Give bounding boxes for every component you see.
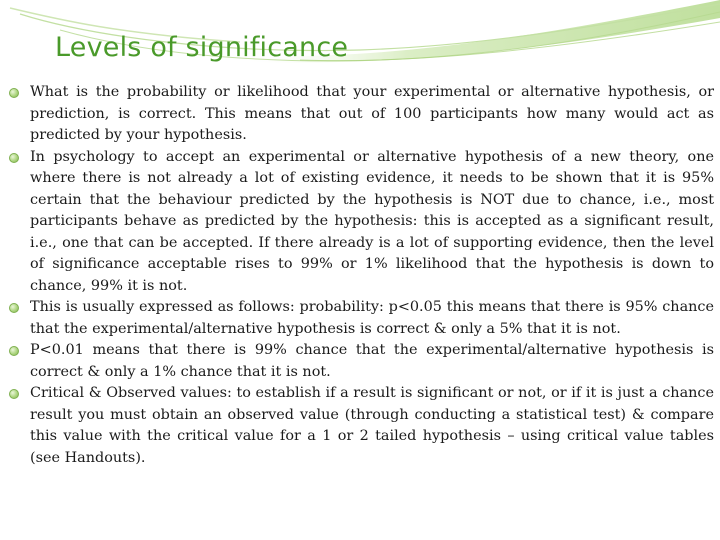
bullet-point-icon bbox=[9, 153, 19, 163]
bullet-item bbox=[8, 147, 714, 298]
bullet-list bbox=[8, 82, 714, 469]
bullet-text: P<0.01 means that there is 99% chance that the experimental/alternative hypothesis is correct & only a 1% chance that it is not. bbox=[30, 342, 714, 380]
bullet-text: Critical & Observed values: to establish if a result is significant or not, or if it is just a chance result you must obtain an observed value (through conducting a statistical test) & compare this value with the critical value for a 1 or 2 tailed hypothesis – using critical value tables (see Handouts). bbox=[30, 385, 714, 466]
bullet-item bbox=[8, 82, 714, 147]
bullet-text: In psychology to accept an experimental or alternative hypothesis of a new theory, one where there is not already a lot of existing evidence, it needs to be shown that it is 95% certain that the behaviour predicted by the hypothesis is NOT due to chance, i.e., most participants behave as predicted by the hypothesis: this is accepted as a significant result, i.e., one that can be accepted. If there already is a lot of supporting evidence, then the level of significance acceptable rises to 99% or 1% likelihood that the hypothesis is down to chance, 99% it is not. bbox=[30, 148, 714, 294]
bullet-point-icon bbox=[9, 346, 19, 356]
bullet-text: This is usually expressed as follows: probability: p<0.05 this means that there is 95% chance that the experimental/alternative hypothesis is correct & only a 5% that it is not. bbox=[30, 299, 714, 337]
bullet-point-icon bbox=[9, 389, 19, 399]
bullet-point-icon bbox=[9, 88, 19, 98]
bullet-point-icon bbox=[9, 303, 19, 313]
slide-title: Levels of significance bbox=[55, 32, 349, 63]
bullet-item bbox=[8, 383, 714, 469]
bullet-item bbox=[8, 297, 714, 340]
bullet-text: What is the probability or likelihood that your experimental or alternative hypothesis, or prediction, is correct. This means that out of 100 participants how many would act as predicted by your hypothesis. bbox=[30, 84, 714, 143]
bullet-item bbox=[8, 340, 714, 383]
